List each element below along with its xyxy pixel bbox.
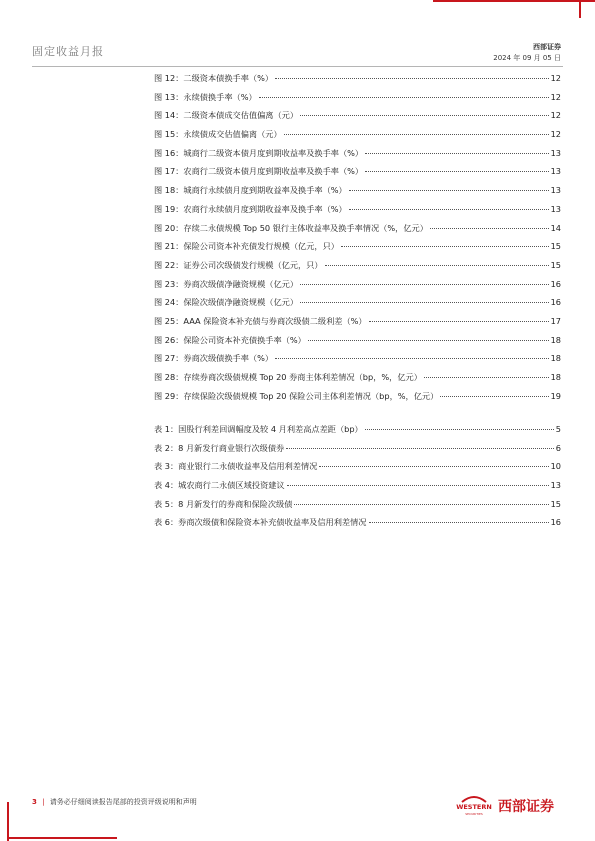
- toc-entry-page[interactable]: 19: [550, 390, 561, 401]
- toc-leader-dots: [365, 153, 548, 154]
- logo-chinese-text: 西部证券: [498, 799, 554, 815]
- toc-entry-label[interactable]: 图 22：证券公司次级债发行规模（亿元，只）: [154, 259, 323, 270]
- toc-entry[interactable]: [154, 223, 561, 242]
- toc-entry[interactable]: [154, 204, 561, 223]
- toc-entry[interactable]: [154, 316, 561, 335]
- corner-decoration-bottom-left: [7, 802, 9, 841]
- corner-decoration-top-right: [579, 0, 581, 18]
- toc-leader-dots: [275, 358, 549, 359]
- toc-entry-label[interactable]: 图 28：存续券商次级债规模 Top 20 券商主体利差情况（bp，%，亿元）: [154, 372, 422, 382]
- corner-decoration-bottom: [7, 837, 117, 839]
- toc-entry-label[interactable]: 图 20：存续二永债规模 Top 50 银行主体收益率及换手率情况（%，亿元）: [154, 222, 428, 233]
- western-logo-mark-icon: [452, 794, 496, 816]
- toc-entry-label[interactable]: 图 25：AAA 保险资本补充债与券商次级债二级利差（%）: [154, 315, 367, 326]
- toc-entry[interactable]: [154, 335, 561, 354]
- toc-entry-page[interactable]: 15: [550, 241, 561, 252]
- toc-entry[interactable]: [154, 480, 561, 499]
- logo-english-text: WESTERN: [456, 803, 492, 811]
- toc-leader-dots: [424, 377, 549, 378]
- toc-leader-dots: [325, 265, 549, 266]
- toc-entry[interactable]: [154, 517, 561, 536]
- toc-leader-dots: [287, 485, 549, 486]
- toc-entry-page[interactable]: 12: [550, 129, 561, 140]
- toc-entry-page[interactable]: 13: [550, 203, 561, 214]
- toc-entry-label[interactable]: 表 6：券商次级债和保险资本补充债收益率及信用利差情况: [154, 517, 367, 528]
- toc-leader-dots: [365, 171, 548, 172]
- toc-entry-page[interactable]: 12: [550, 73, 561, 83]
- toc-entry-label[interactable]: 表 5：8 月新发行的券商和保险次级债: [154, 498, 293, 509]
- toc-leader-dots: [319, 466, 548, 467]
- toc-entry-label[interactable]: 图 26：保险公司资本补充债换手率（%）: [154, 334, 306, 345]
- toc-entry[interactable]: [154, 241, 561, 260]
- toc-leader-dots: [300, 115, 549, 116]
- toc-entry-label[interactable]: 表 1：国股行利差回调幅度及较 4 月利差高点差距（bp）: [154, 424, 363, 434]
- footer-disclaimer: 请务必仔细阅读报告尾部的投资评级说明和声明: [49, 798, 197, 806]
- toc-entry[interactable]: [154, 185, 561, 204]
- toc-leader-dots: [300, 284, 549, 285]
- toc-entry-page[interactable]: 14: [550, 222, 561, 233]
- page-number: 3: [32, 798, 37, 806]
- toc-entry-page[interactable]: 13: [550, 166, 561, 177]
- toc-entry[interactable]: [154, 148, 561, 167]
- toc-entry-page[interactable]: 10: [550, 461, 561, 472]
- toc-entry[interactable]: [154, 424, 561, 443]
- toc-leader-dots: [349, 209, 549, 210]
- toc-leader-dots: [341, 246, 549, 247]
- toc-entry-page[interactable]: 12: [550, 110, 561, 121]
- toc-entry-label[interactable]: 图 14：二级资本债成交估值偏离（元）: [154, 110, 299, 121]
- toc-leader-dots: [369, 321, 549, 322]
- toc-leader-dots: [294, 504, 548, 505]
- toc-entry[interactable]: [154, 73, 561, 92]
- toc-entry[interactable]: [154, 260, 561, 279]
- toc-entry[interactable]: [154, 353, 561, 372]
- toc-leader-dots: [430, 228, 549, 229]
- toc-entry-label[interactable]: 图 27：券商次级债换手率（%）: [154, 353, 274, 364]
- toc-entry-page[interactable]: 15: [550, 259, 561, 270]
- toc-entry-page[interactable]: 16: [550, 278, 561, 289]
- header-divider: [32, 66, 563, 67]
- toc-entry-label[interactable]: 图 12：二级资本债换手率（%）: [154, 73, 274, 83]
- toc-leader-dots: [286, 448, 554, 449]
- logo-english-subtext: SECURITIES: [465, 812, 483, 816]
- toc-entry-label[interactable]: 图 18：城商行永续债月度到期收益率及换手率（%）: [154, 185, 347, 196]
- toc-entry[interactable]: [154, 297, 561, 316]
- toc-entry-label[interactable]: 图 19：农商行永续债月度到期收益率及换手率（%）: [154, 203, 347, 214]
- header-brand: 西部证券: [533, 43, 561, 51]
- toc-entry-page[interactable]: 12: [550, 91, 561, 102]
- toc-entry-label[interactable]: 图 21：保险公司资本补充债发行规模（亿元，只）: [154, 241, 339, 252]
- toc-leader-dots: [365, 429, 554, 430]
- toc-entry-page[interactable]: 15: [550, 498, 561, 509]
- toc-leader-dots: [308, 340, 549, 341]
- toc-entry-label[interactable]: 表 4：城农商行二永债区域投资建议: [154, 480, 285, 491]
- toc-entry[interactable]: [154, 129, 561, 148]
- toc-leader-dots: [259, 97, 549, 98]
- figure-list: [154, 73, 561, 409]
- report-date: 2024 年 09 月 05 日: [493, 54, 561, 62]
- toc-entry[interactable]: [154, 166, 561, 185]
- toc-leader-dots: [300, 302, 549, 303]
- corner-decoration-top: [433, 0, 595, 2]
- toc-entry-page[interactable]: 13: [550, 147, 561, 158]
- toc-entry-label[interactable]: 图 23：券商次级债净融资规模（亿元）: [154, 278, 299, 289]
- toc-leader-dots: [369, 522, 549, 523]
- toc-entry-label[interactable]: 图 13：永续债换手率（%）: [154, 91, 257, 102]
- western-securities-logo: [452, 792, 562, 818]
- toc-entry-label[interactable]: 表 3：商业银行二永债收益率及信用利差情况: [154, 461, 318, 472]
- toc-entry-page[interactable]: 16: [550, 517, 561, 528]
- toc-entry-label[interactable]: 图 15：永续债成交估值偏离（元）: [154, 129, 282, 140]
- toc-entry[interactable]: [154, 391, 561, 410]
- toc-entry[interactable]: [154, 92, 561, 111]
- toc-entry[interactable]: [154, 110, 561, 129]
- toc-leader-dots: [284, 134, 549, 135]
- toc-entry-label[interactable]: 图 29：存续保险次级债规模 Top 20 保险公司主体利差情况（bp，%，亿元）: [154, 390, 439, 401]
- toc-entry-label[interactable]: 图 16：城商行二级资本债月度到期收益率及换手率（%）: [154, 147, 364, 158]
- toc-entry-label[interactable]: 表 2：8 月新发行商业银行次级债券: [154, 442, 285, 453]
- toc-entry-page[interactable]: 13: [550, 480, 561, 491]
- report-type-title: 固定收益月报: [32, 45, 104, 58]
- toc-entry[interactable]: [154, 443, 561, 462]
- footer: [32, 797, 197, 807]
- toc-entry-page[interactable]: 13: [550, 185, 561, 196]
- toc-leader-dots: [440, 396, 548, 397]
- toc-entry-page[interactable]: 18: [550, 353, 561, 364]
- toc-entry-page[interactable]: 5: [555, 424, 561, 434]
- toc-leader-dots: [349, 190, 549, 191]
- toc-entry-page[interactable]: 16: [550, 297, 561, 308]
- toc-entry-label[interactable]: 图 24：保险次级债净融资规模（亿元）: [154, 297, 299, 308]
- toc-entry-label[interactable]: 图 17：农商行二级资本债月度到期收益率及换手率（%）: [154, 166, 364, 177]
- toc-entry[interactable]: [154, 461, 561, 480]
- toc-entry-page[interactable]: 18: [550, 372, 561, 382]
- toc-entry[interactable]: [154, 279, 561, 298]
- toc-entry[interactable]: [154, 499, 561, 518]
- toc-entry[interactable]: [154, 372, 561, 391]
- footer-separator: |: [42, 798, 45, 806]
- toc-entry-page[interactable]: 17: [550, 315, 561, 326]
- toc-leader-dots: [275, 78, 549, 79]
- toc-entry-page[interactable]: 6: [555, 442, 561, 453]
- toc-entry-page[interactable]: 18: [550, 334, 561, 345]
- table-list: [154, 424, 561, 536]
